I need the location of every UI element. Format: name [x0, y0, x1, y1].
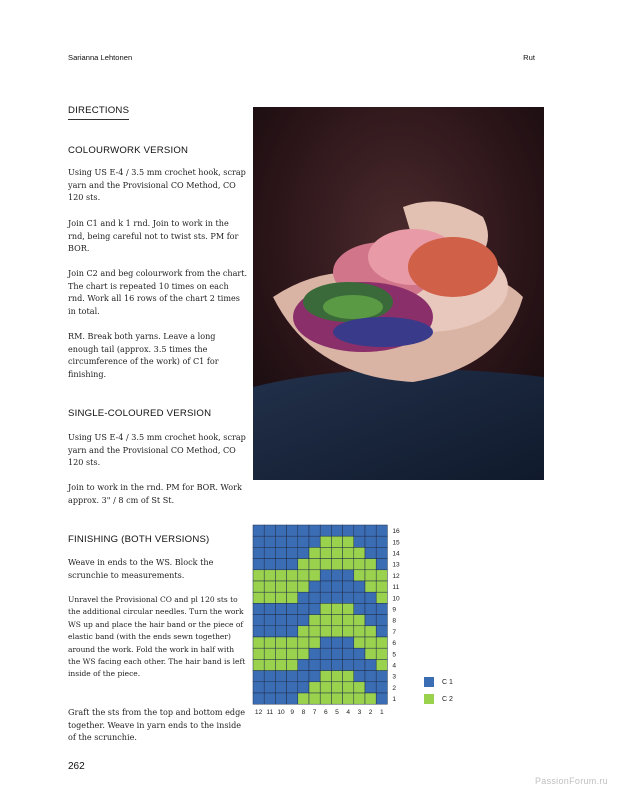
- legend-swatch-c2: [424, 694, 434, 704]
- chart-cell: [309, 637, 320, 648]
- chart-cell: [376, 693, 387, 704]
- chart-cell: [309, 682, 320, 693]
- chart-cell: [331, 581, 342, 592]
- chart-cell: [331, 682, 342, 693]
- chart-cell: [298, 525, 309, 536]
- single-coloured-heading: SINGLE-COLOURED VERSION: [68, 408, 212, 419]
- chart-cell: [298, 648, 309, 659]
- chart-cell: [264, 615, 275, 626]
- chart-cell: [309, 570, 320, 581]
- chart-cell: [343, 615, 354, 626]
- chart-cell: [287, 570, 298, 581]
- chart-cell: [287, 559, 298, 570]
- chart-cell: [331, 626, 342, 637]
- chart-cell: [287, 603, 298, 614]
- chart-cell: [354, 626, 365, 637]
- legend-c1: [424, 677, 453, 687]
- chart-cell: [365, 581, 376, 592]
- chart-cell: [309, 648, 320, 659]
- finishing-paragraph: Unravel the Provisional CO and pl 120 sts to the additional circular needles. Turn the work WS up and place the hair band or the piece of elastic band (with the ends sewn together) around the work. Fold the work in half with the WS facing each other. The hair band is left inside of the piece.: [68, 595, 246, 679]
- chart-cell: [376, 637, 387, 648]
- chart-cell: [331, 671, 342, 682]
- chart-cell: [320, 536, 331, 547]
- chart-cell: [331, 536, 342, 547]
- chart-cell: [287, 637, 298, 648]
- chart-cell: [309, 592, 320, 603]
- chart-cell: [320, 615, 331, 626]
- chart-cell: [320, 603, 331, 614]
- chart-cell: [320, 626, 331, 637]
- chart-cell: [343, 581, 354, 592]
- chart-cell: [320, 559, 331, 570]
- chart-cell: [354, 581, 365, 592]
- chart-row-label: 13: [392, 561, 400, 569]
- chart-cell: [320, 637, 331, 648]
- chart-cell: [298, 547, 309, 558]
- chart-col-label: 5: [335, 709, 339, 717]
- chart-cell: [331, 659, 342, 670]
- chart-cell: [264, 592, 275, 603]
- chart-cell: [309, 626, 320, 637]
- chart-col-label: 9: [290, 709, 295, 717]
- chart-cell: [331, 547, 342, 558]
- chart-cell: [264, 525, 275, 536]
- chart-cell: [365, 637, 376, 648]
- chart-cell: [354, 603, 365, 614]
- chart-cell: [365, 615, 376, 626]
- chart-cell: [264, 671, 275, 682]
- chart-row-label: 5: [392, 651, 397, 659]
- chart-cell: [309, 525, 320, 536]
- chart-cell: [253, 648, 264, 659]
- finishing-paragraph: Weave in ends to the WS. Block the scrunchie to measurements.: [68, 557, 214, 580]
- chart-cell: [343, 525, 354, 536]
- chart-cell: [287, 682, 298, 693]
- chart-cell: [309, 603, 320, 614]
- chart-row-label: 14: [392, 550, 400, 558]
- chart-cell: [365, 626, 376, 637]
- chart-cell: [309, 659, 320, 670]
- chart-cell: [376, 682, 387, 693]
- chart-cell: [331, 525, 342, 536]
- chart-cell: [287, 659, 298, 670]
- chart-cell: [320, 682, 331, 693]
- chart-cell: [298, 570, 309, 581]
- chart-cell: [343, 547, 354, 558]
- colourwork-paragraph: Join C2 and beg colourwork from the chart. The chart is repeated 10 times on each rnd. Work all 16 rows of the chart 2 times in total.: [68, 268, 248, 316]
- chart-cell: [264, 682, 275, 693]
- chart-cell: [331, 570, 342, 581]
- chart-cell: [376, 603, 387, 614]
- chart-cell: [354, 648, 365, 659]
- chart-cell: [275, 603, 286, 614]
- chart-cell: [320, 570, 331, 581]
- chart-cell: [309, 536, 320, 547]
- chart-row-label: 12: [392, 572, 400, 580]
- chart-cell: [275, 693, 286, 704]
- chart-cell: [309, 581, 320, 592]
- chart-cell: [287, 648, 298, 659]
- chart-cell: [275, 648, 286, 659]
- page-number: 262: [68, 761, 85, 772]
- chart-row-label: 9: [392, 606, 397, 614]
- chart-row-label: 2: [392, 684, 397, 692]
- chart-cell: [287, 592, 298, 603]
- chart-cell: [287, 581, 298, 592]
- chart-cell: [343, 648, 354, 659]
- chart-cell: [298, 659, 309, 670]
- chart-cell: [253, 671, 264, 682]
- chart-cell: [365, 603, 376, 614]
- chart-cell: [376, 626, 387, 637]
- chart-cell: [287, 626, 298, 637]
- single-coloured-paragraph: Join to work in the rnd. PM for BOR. Work approx. 3" / 8 cm of St St.: [68, 482, 242, 505]
- chart-col-label: 4: [346, 709, 351, 717]
- chart-row-label: 10: [392, 595, 400, 603]
- chart-cell: [320, 581, 331, 592]
- chart-cell: [331, 603, 342, 614]
- chart-cell: [376, 559, 387, 570]
- chart-cell: [253, 615, 264, 626]
- chart-cell: [365, 559, 376, 570]
- chart-cell: [253, 637, 264, 648]
- chart-cell: [309, 547, 320, 558]
- chart-col-label: 1: [379, 709, 384, 717]
- chart-cell: [253, 603, 264, 614]
- scrunchie-photo: [253, 107, 544, 480]
- chart-col-label: 6: [323, 709, 328, 717]
- chart-cell: [354, 659, 365, 670]
- chart-cell: [298, 671, 309, 682]
- chart-cell: [376, 659, 387, 670]
- chart-cell: [287, 693, 298, 704]
- chart-cell: [331, 637, 342, 648]
- chart-cell: [275, 682, 286, 693]
- chart-cell: [376, 615, 387, 626]
- chart-cell: [365, 648, 376, 659]
- single-coloured-paragraph: Using US E-4 / 3.5 mm crochet hook, scrap yarn and the Provisional CO Method, CO 120 sts.: [68, 432, 246, 468]
- chart-cell: [298, 603, 309, 614]
- chart-cell: [298, 682, 309, 693]
- chart-cell: [354, 570, 365, 581]
- chart-cell: [253, 547, 264, 558]
- chart-cell: [354, 671, 365, 682]
- chart-row-label: 7: [392, 628, 397, 636]
- chart-cell: [365, 671, 376, 682]
- chart-cell: [253, 693, 264, 704]
- chart-cell: [331, 559, 342, 570]
- watermark: PassionForum.ru: [534, 776, 608, 786]
- chart-cell: [365, 547, 376, 558]
- chart-cell: [354, 536, 365, 547]
- chart-col-label: 3: [357, 709, 362, 717]
- chart-row-label: 11: [392, 584, 400, 592]
- chart-cell: [376, 570, 387, 581]
- chart-col-label: 7: [312, 709, 317, 717]
- chart-cell: [320, 592, 331, 603]
- chart-cell: [343, 603, 354, 614]
- chart-cell: [275, 570, 286, 581]
- chart-cell: [331, 592, 342, 603]
- chart-cell: [376, 581, 387, 592]
- chart-cell: [343, 659, 354, 670]
- chart-cell: [343, 570, 354, 581]
- chart-cell: [253, 592, 264, 603]
- colourwork-paragraph: Using US E-4 / 3.5 mm crochet hook, scrap yarn and the Provisional CO Method, CO 120 sts.: [68, 167, 246, 203]
- chart-cell: [275, 637, 286, 648]
- chart-cell: [320, 547, 331, 558]
- chart-cell: [275, 615, 286, 626]
- colourwork-paragraph: RM. Break both yarns. Leave a long enough tail (approx. 3.5 times the circumference of the work) of C1 for finishing.: [68, 331, 219, 379]
- chart-cell: [365, 693, 376, 704]
- chart-cell: [331, 693, 342, 704]
- chart-cell: [376, 547, 387, 558]
- colourwork-heading: COLOURWORK VERSION: [68, 145, 189, 156]
- chart-cell: [253, 581, 264, 592]
- chart-cell: [354, 592, 365, 603]
- chart-cell: [343, 637, 354, 648]
- chart-cell: [253, 626, 264, 637]
- chart-cell: [376, 536, 387, 547]
- chart-cell: [275, 559, 286, 570]
- chart-cell: [264, 570, 275, 581]
- chart-col-label: 8: [301, 709, 306, 717]
- chart-cell: [354, 682, 365, 693]
- chart-cell: [354, 547, 365, 558]
- chart-row-label: 1: [392, 696, 397, 704]
- chart-cell: [320, 525, 331, 536]
- chart-col-label: 12: [254, 709, 263, 717]
- chart-cell: [354, 637, 365, 648]
- chart-cell: [287, 547, 298, 558]
- chart-row-label: 15: [392, 539, 400, 547]
- chart-row-label: 8: [392, 617, 397, 625]
- chart-cell: [354, 525, 365, 536]
- chart-cell: [298, 559, 309, 570]
- chart-cell: [320, 648, 331, 659]
- legend-swatch-c1: [424, 677, 434, 687]
- finishing-paragraph: Graft the sts from the top and bottom edge together. Weave in yarn ends to the inside of the scrunchie.: [68, 707, 246, 743]
- chart-col-label: 10: [277, 709, 285, 717]
- chart-cell: [275, 536, 286, 547]
- chart-cell: [275, 659, 286, 670]
- chart-row-label: 16: [392, 528, 400, 536]
- chart-cell: [275, 581, 286, 592]
- chart-cell: [365, 659, 376, 670]
- chart-cell: [343, 536, 354, 547]
- chart-cell: [264, 659, 275, 670]
- chart-cell: [309, 615, 320, 626]
- chart-cell: [376, 671, 387, 682]
- chart-cell: [309, 693, 320, 704]
- chart-cell: [376, 525, 387, 536]
- chart-cell: [376, 592, 387, 603]
- chart-cell: [298, 536, 309, 547]
- colourwork-paragraph: Join C1 and k 1 rnd. Join to work in the rnd, being careful not to twist sts. PM for BOR.: [68, 218, 239, 254]
- chart-cell: [253, 559, 264, 570]
- chart-cell: [343, 671, 354, 682]
- chart-cell: [287, 671, 298, 682]
- chart-cell: [264, 637, 275, 648]
- chart-cell: [275, 626, 286, 637]
- chart-cell: [275, 671, 286, 682]
- chart-cell: [253, 570, 264, 581]
- chart-cell: [253, 659, 264, 670]
- chart-cell: [354, 559, 365, 570]
- chart-cell: [331, 615, 342, 626]
- chart-cell: [298, 626, 309, 637]
- chart-cell: [365, 536, 376, 547]
- chart-cell: [298, 581, 309, 592]
- chart-cell: [264, 626, 275, 637]
- chart-cell: [264, 536, 275, 547]
- chart-cell: [264, 581, 275, 592]
- chart-cell: [343, 559, 354, 570]
- chart-cell: [376, 648, 387, 659]
- chart-cell: [320, 693, 331, 704]
- chart-cell: [320, 671, 331, 682]
- chart-cell: [365, 682, 376, 693]
- chart-cell: [343, 592, 354, 603]
- chart-cell: [264, 693, 275, 704]
- chart-row-label: 4: [392, 662, 397, 670]
- chart-cell: [298, 592, 309, 603]
- chart-cell: [331, 648, 342, 659]
- chart-row-label: 3: [392, 673, 397, 681]
- chart-cell: [343, 626, 354, 637]
- colourwork-chart: [252, 524, 412, 723]
- legend-label-c1: C 1: [442, 678, 453, 686]
- chart-cell: [354, 615, 365, 626]
- chart-col-label: 2: [368, 709, 373, 717]
- chart-cell: [253, 525, 264, 536]
- chart-cell: [309, 671, 320, 682]
- chart-cell: [365, 570, 376, 581]
- chart-cell: [264, 559, 275, 570]
- chart-cell: [365, 525, 376, 536]
- chart-cell: [287, 536, 298, 547]
- chart-cell: [287, 525, 298, 536]
- chart-cell: [253, 682, 264, 693]
- chart-cell: [253, 536, 264, 547]
- chart-cell: [298, 693, 309, 704]
- legend-label-c2: C 2: [442, 695, 453, 703]
- author-name: Sarianna Lehtonen: [68, 53, 133, 62]
- chart-col-label: 11: [266, 709, 274, 717]
- chart-cell: [275, 525, 286, 536]
- finishing-heading: FINISHING (BOTH VERSIONS): [68, 534, 210, 545]
- chart-cell: [298, 615, 309, 626]
- chart-cell: [343, 682, 354, 693]
- chart-cell: [275, 592, 286, 603]
- chart-cell: [320, 659, 331, 670]
- chart-cell: [275, 547, 286, 558]
- directions-heading: DIRECTIONS: [68, 105, 129, 120]
- chart-cell: [309, 559, 320, 570]
- pattern-name: Rut: [523, 53, 535, 62]
- chart-cell: [264, 547, 275, 558]
- chart-cell: [287, 615, 298, 626]
- chart-cell: [343, 693, 354, 704]
- chart-row-label: 6: [392, 640, 397, 648]
- chart-cell: [264, 603, 275, 614]
- chart-cell: [298, 637, 309, 648]
- legend-c2: [424, 694, 453, 704]
- chart-cell: [365, 592, 376, 603]
- chart-cell: [264, 648, 275, 659]
- chart-cell: [354, 693, 365, 704]
